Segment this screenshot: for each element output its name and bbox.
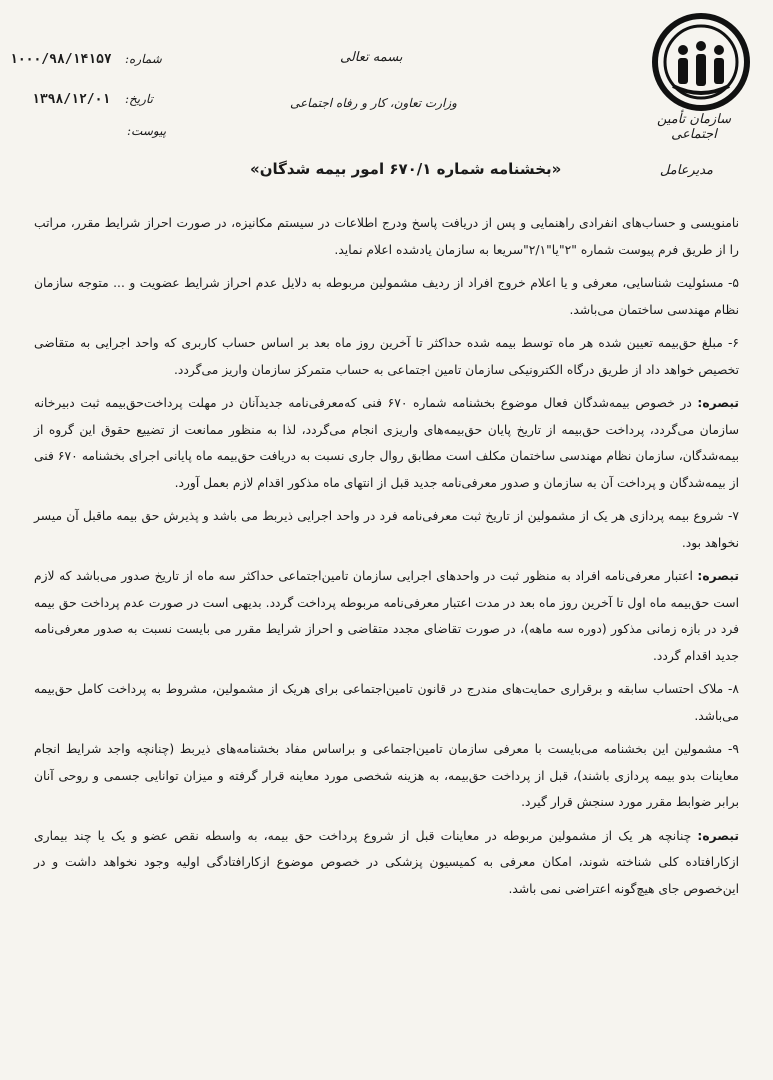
ministry-name: وزارت تعاون، کار و رفاه اجتماعی <box>290 96 457 110</box>
note-paragraph-1 <box>34 390 739 496</box>
date-value: ۱۳۹۸/۱۲/۰۱ <box>32 92 111 107</box>
circular-body <box>34 210 739 909</box>
attachment-label: پیوست: <box>127 124 167 138</box>
paragraph-item-7: ۷- شروع بیمه پردازی هر یک از مشمولین از تاریخ ثبت معرفی‌نامه فرد در واحد اجرایی ذیربط می باشد و پذیرش حق بیمه ماقبل آن میسر نخواهد بود. <box>34 509 739 550</box>
note-label: تبصره: <box>697 396 739 410</box>
paragraph-intro: نامنویسی و حساب‌های انفرادی راهنمایی و پس از دریافت پاسخ ودرج اطلاعات در سیستم مکانیزه، در صورت احراز شرایط مقرر، مراتب را از طریق فرم پیوست شماره "۲"یا"۲/۱"سریعا به سازمان یادشده اعلام نماید. <box>34 216 739 257</box>
director-label: مدیرعامل <box>659 163 713 178</box>
number-label: شماره: <box>125 52 162 66</box>
note-text: اعتبار معرفی‌نامه افراد به منظور ثبت در واحدهای اجرایی سازمان تامین‌اجتماعی حداکثر سه ماه از تاریخ صدور می‌باشد که لازم است حق‌بیمه ماه اول تا آخرین روز ماه بعد در مدت اعتبار معرفی‌نامه مربوطه پرداخت گردد. بدیهی است در صورت عدم پرداخت حق بیمه فرد در بازه زمانی مذکور (دوره سه ماهه)، در صورت تقاضای مجدد متقاضی و احراز شرایط مقرر می بایست نسبت به صدور معرفی‌نامه جدید اقدام گردد. <box>34 569 739 663</box>
paragraph-item-9: ۹- مشمولین این بخشنامه می‌بایست با معرفی سازمان تامین‌اجتماعی و براساس مفاد بخشنامه‌های ذیربط (چنانچه واجد شرایط انجام معاینات بدو بیمه پردازی باشند)، قبل از پرداخت حق‌بیمه، به هزینه شخصی مورد معاینه قرار گرفته و میزان توانایی جسمی و روحی آنان برابر ضوابط مقرر مورد سنجش قرار گیرد. <box>34 742 739 809</box>
note-label: تبصره: <box>697 569 739 583</box>
note-paragraph-2 <box>34 563 739 669</box>
circular-title: «بخشنامه شماره ۶۷۰/۱ امور بیمه شدگان» <box>250 160 562 178</box>
note-text: در خصوص بیمه‌شدگان فعال موضوع بخشنامه شماره ۶۷۰ فنی که‌معرفی‌نامه جدیدآنان در مهلت پرداخت‌حق‌بیمه ثبت دبیرخانه سازمان می‌گردد، پرداخت حق‌بیمه از تاریخ پایان حق‌بیمه‌های واریزی انجام می‌گردد، لذا به منظور ممانعت از تضییع حقوق این گروه از بیمه‌شدگان، سازمان نظام مهندسی ساختمان مکلف است مطابق روال جاری نسبت به دریافت حق‌بیمه ماه پایانی اجرای بخشنامه ۶۷۰ فنی از بیمه‌شدگان و پرداخت آن به سازمان و صدور معرفی‌نامه جدید قبل از انتهای ماه مذکور اقدام لازم بعمل آورد. <box>34 396 739 490</box>
note-paragraph-3 <box>34 823 739 903</box>
note-label: تبصره: <box>697 828 739 843</box>
paragraph-item-6: ۶- مبلغ حق‌بیمه تعیین شده هر ماه توسط بیمه شده حداکثر تا آخرین روز ماه بعد بر اساس حساب کاربری که واحد اجرایی به متقاضی تخصیص خواهد داد از طریق درگاه الکترونیکی سازمان تامین اجتماعی به حساب متمرکز سازمان واریز می‌گردد. <box>34 336 739 377</box>
date-label: تاریخ: <box>125 92 153 106</box>
paragraph-item-8: ۸- ملاک احتساب سابقه و برقراری حمایت‌های مندرج در قانون تامین‌اجتماعی برای هریک از مشمولین، مشروط به پرداخت کامل حق‌بیمه می‌باشد. <box>34 682 739 723</box>
bismillah-heading: بسمه تعالی <box>340 50 403 65</box>
paragraph-item-5: ۵- مسئولیت شناسایی، معرفی و یا اعلام خروج افراد از ردیف مشمولین مربوطه به دلایل عدم احراز شرایط عضویت و ... متوجه سازمان نظام مهندسی ساختمان می‌باشد. <box>34 276 739 317</box>
organization-name: سازمان تأمین اجتماعی <box>656 112 732 142</box>
social-security-logo <box>651 12 751 112</box>
note-text: چنانچه هر یک از مشمولین مربوطه در معاینات قبل از شروع پرداخت حق بیمه، به واسطه نقص عضو و یک یا چند بیماری ازکارافتاده کلی شناخته شوند، امکان معرفی به کمیسیون پزشکی در خصوص موضوع ازکارافتادگی اولیه وجود نخواهد داشت و در این‌خصوص جای هیچ‌گونه اعتراضی نمی باشد. <box>34 828 739 896</box>
number-value: ۱۰۰۰/۹۸/۱۴۱۵۷ <box>10 52 112 67</box>
